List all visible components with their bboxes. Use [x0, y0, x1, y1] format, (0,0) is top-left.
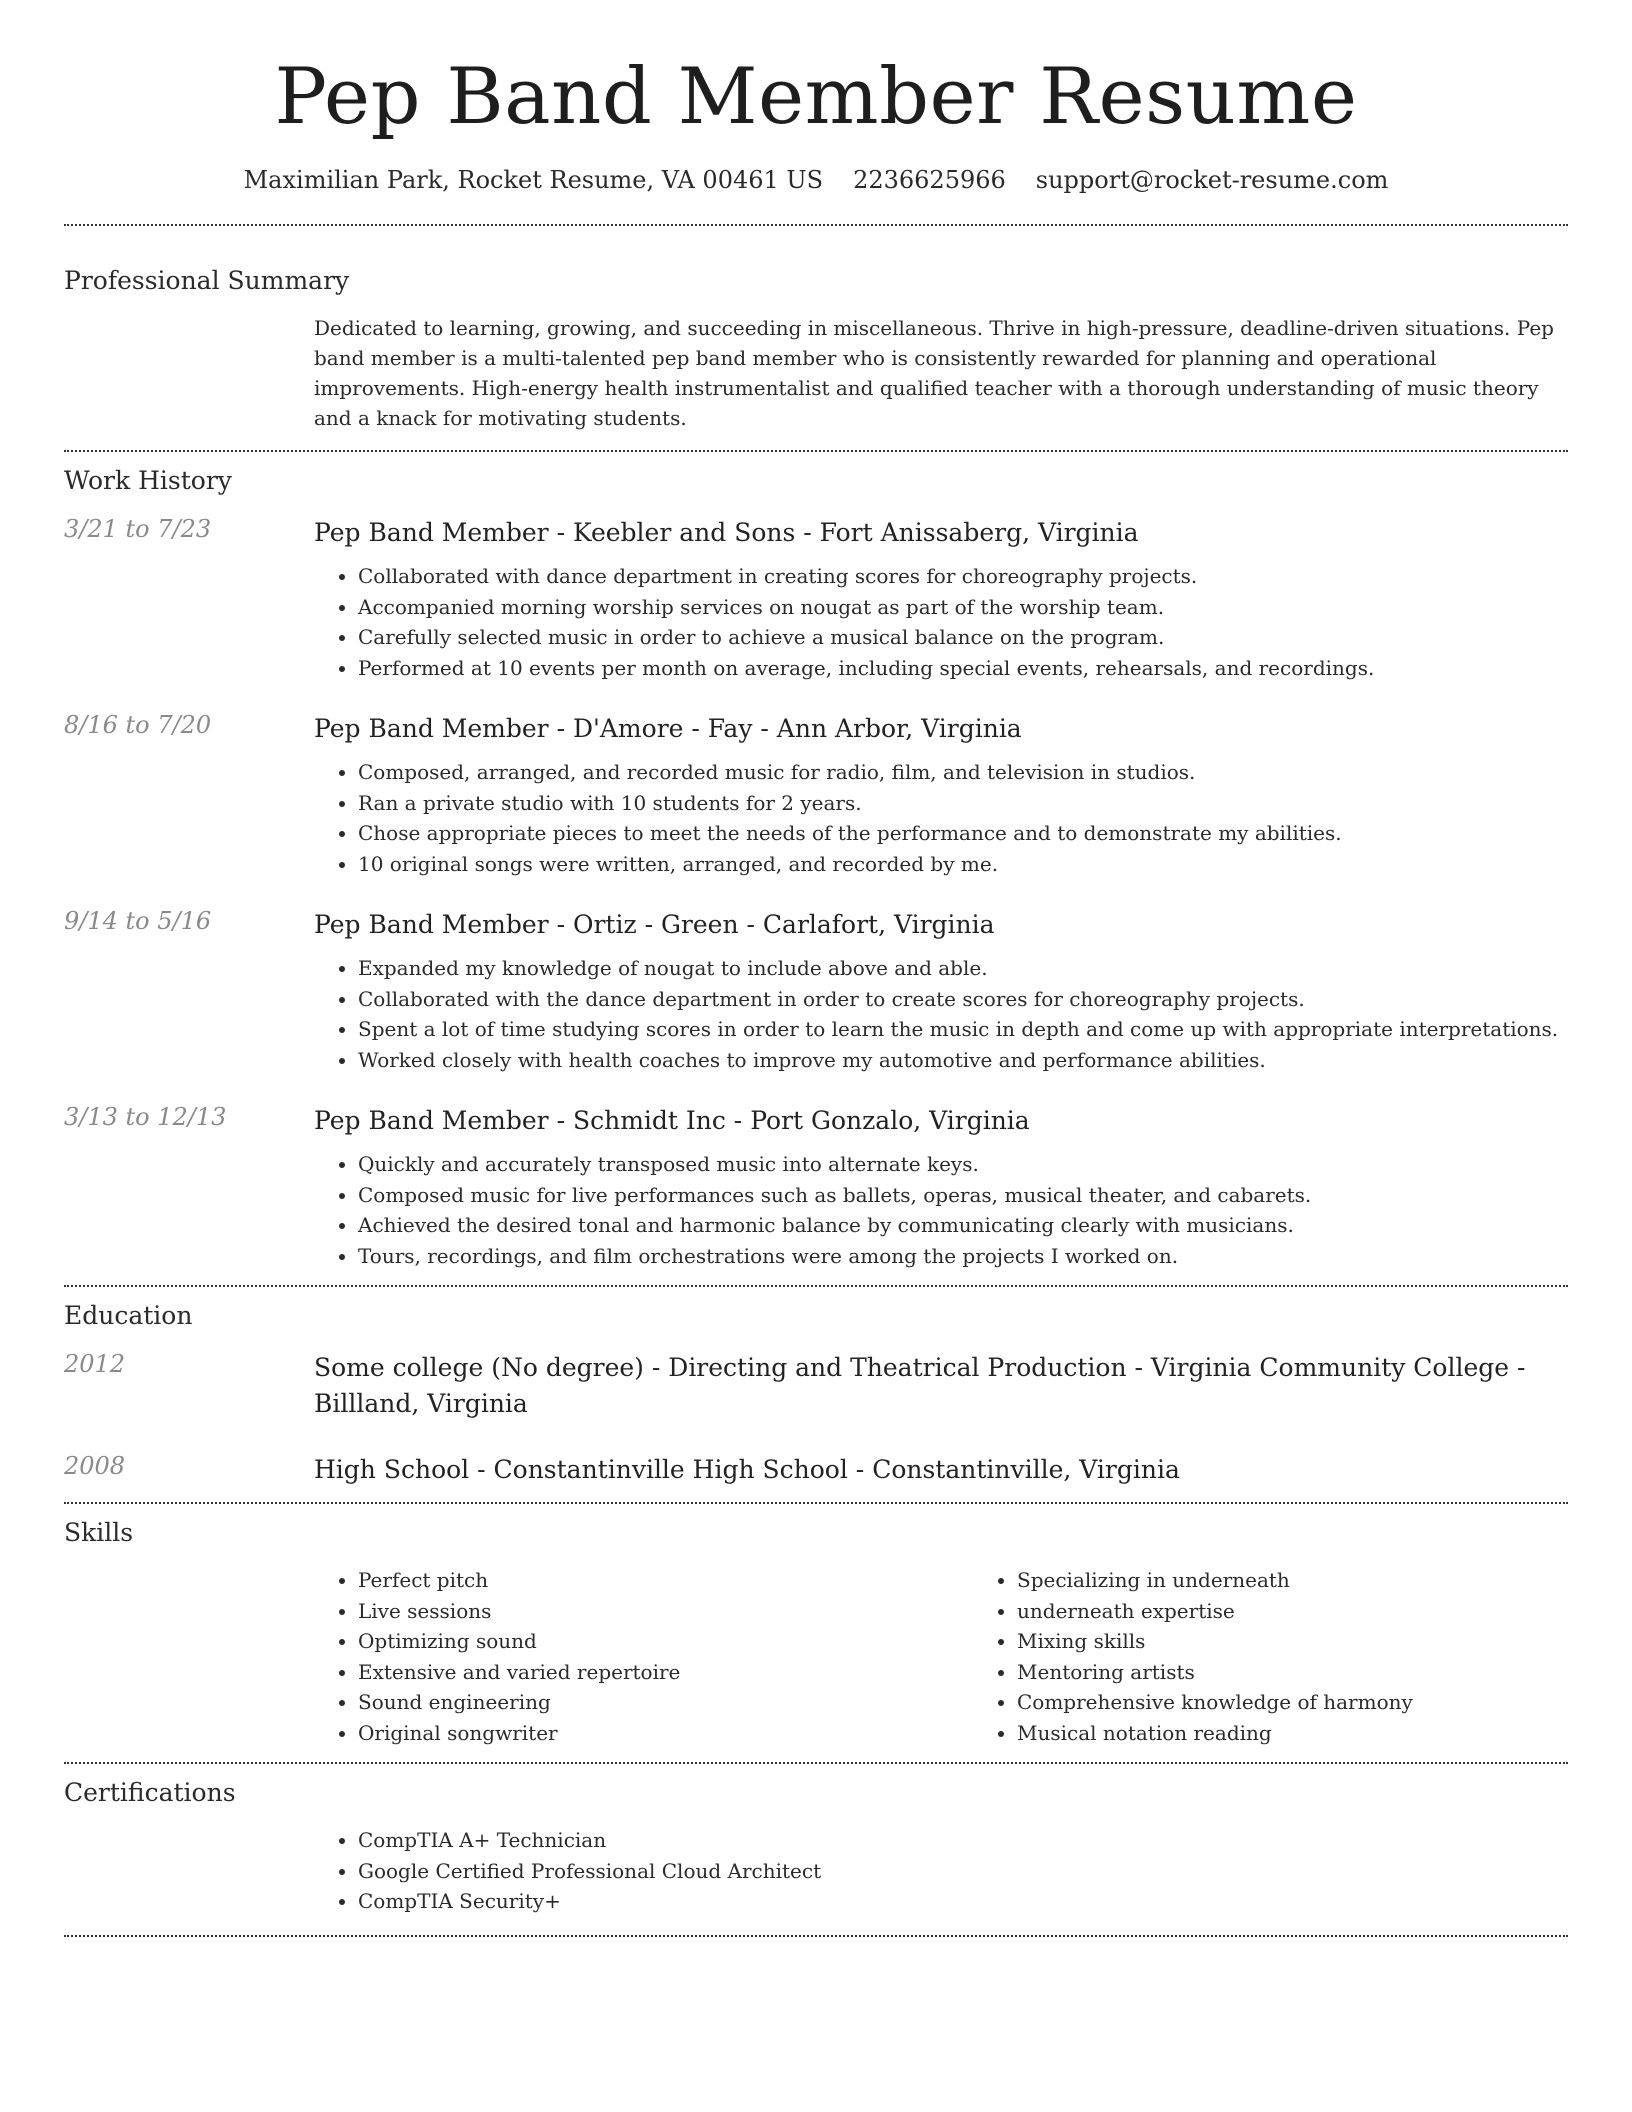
education-text: High School - Constantinville High School - Constantinville, Virginia — [314, 1455, 1180, 1484]
list-item: • Collaborated with the dance department in order to create scores for choreography projects. — [358, 984, 1568, 1015]
education-entry — [64, 1452, 1568, 1488]
job-bullets — [314, 1149, 1568, 1271]
contact-phone: 2236625966 — [853, 166, 1006, 194]
list-item: • Perfect pitch — [358, 1565, 973, 1596]
contact-address: Maximilian Park, Rocket Resume, VA 00461 US — [243, 166, 824, 194]
list-item: • CompTIA Security+ — [358, 1886, 1568, 1917]
list-item: • Collaborated with dance department in creating scores for choreography projects. — [358, 561, 1568, 592]
list-item: • Chose appropriate pieces to meet the needs of the performance and to demonstrate my abilities. — [358, 818, 1568, 849]
list-item: • Ran a private studio with 10 students for 2 years. — [358, 788, 1568, 819]
list-item: • Achieved the desired tonal and harmonic balance by communicating clearly with musicians. — [358, 1210, 1568, 1241]
list-item: • underneath expertise — [1017, 1596, 1632, 1627]
skills-list-left — [314, 1565, 973, 1748]
job-dates: 8/16 to 7/20 — [64, 711, 212, 739]
list-item: • 10 original songs were written, arranged, and recorded by me. — [358, 849, 1568, 880]
list-item: • Comprehensive knowledge of harmony — [1017, 1687, 1632, 1718]
list-item: • Optimizing sound — [358, 1626, 973, 1657]
summary-text: Dedicated to learning, growing, and succeeding in miscellaneous. Thrive in high-pressure, deadline-driven situations. Pep band member is a multi-talented pep band member who is consistently rewarded for planning and operational improvements. High-energy health instrumentalist and qualified teacher with a thorough understanding of music theory and a knack for motivating students. — [314, 316, 1554, 430]
work-heading: Work History — [64, 466, 232, 495]
skills-list-right — [973, 1565, 1632, 1748]
list-item: • Composed music for live performances such as ballets, operas, musical theater, and cabarets. — [358, 1180, 1568, 1211]
job-title: Pep Band Member - Ortiz - Green - Carlafort, Virginia — [314, 910, 995, 939]
job-entry — [64, 907, 1568, 1075]
list-item: • Quickly and accurately transposed music into alternate keys. — [358, 1149, 1568, 1180]
list-item: • Specializing in underneath — [1017, 1565, 1632, 1596]
list-item: • Expanded my knowledge of nougat to include above and able. — [358, 953, 1568, 984]
list-item: • Spent a lot of time studying scores in order to learn the music in depth and come up with appropriate interpretations. — [358, 1014, 1568, 1045]
list-item: • Worked closely with health coaches to improve my automotive and performance abilities. — [358, 1045, 1568, 1076]
skills-row — [64, 1565, 1568, 1748]
list-item: • Performed at 10 events per month on average, including special events, rehearsals, and recordings. — [358, 653, 1568, 684]
job-bullets — [314, 953, 1568, 1075]
list-item: • Live sessions — [358, 1596, 973, 1627]
job-entry — [64, 1103, 1568, 1271]
certifications-row — [64, 1825, 1568, 1917]
divider — [64, 450, 1568, 452]
list-item: • CompTIA A+ Technician — [358, 1825, 1568, 1856]
job-bullets — [314, 561, 1568, 683]
work-history-list — [64, 515, 1568, 1271]
list-item: • Composed, arranged, and recorded music for radio, film, and television in studios. — [358, 757, 1568, 788]
certifications-list — [314, 1825, 1568, 1917]
resume-title: Pep Band Member Resume — [274, 52, 1358, 142]
list-item: • Tours, recordings, and film orchestrations were among the projects I worked on. — [358, 1241, 1568, 1272]
contact-email[interactable]: support@rocket-resume.com — [1035, 166, 1389, 194]
job-dates: 3/13 to 12/13 — [64, 1103, 227, 1131]
certifications-heading: Certifications — [64, 1778, 236, 1807]
job-title: Pep Band Member - D'Amore - Fay - Ann Arbor, Virginia — [314, 714, 1022, 743]
list-item: • Mentoring artists — [1017, 1657, 1632, 1688]
job-entry — [64, 515, 1568, 683]
list-item: • Extensive and varied repertoire — [358, 1657, 973, 1688]
list-item: • Mixing skills — [1017, 1626, 1632, 1657]
education-heading: Education — [64, 1301, 193, 1330]
divider — [64, 1935, 1568, 1937]
list-item: • Sound engineering — [358, 1687, 973, 1718]
list-item: • Accompanied morning worship services on nougat as part of the worship team. — [358, 592, 1568, 623]
job-bullets — [314, 757, 1568, 879]
divider — [64, 1502, 1568, 1504]
contact-line — [64, 166, 1568, 194]
education-text: Some college (No degree) - Directing and Theatrical Production - Virginia Community College - Billland, Virginia — [314, 1353, 1526, 1418]
education-entry — [64, 1350, 1568, 1422]
job-title: Pep Band Member - Schmidt Inc - Port Gonzalo, Virginia — [314, 1106, 1030, 1135]
job-entry — [64, 711, 1568, 879]
education-year: 2008 — [64, 1452, 126, 1480]
job-title: Pep Band Member - Keebler and Sons - Fort Anissaberg, Virginia — [314, 518, 1139, 547]
list-item: • Google Certified Professional Cloud Architect — [358, 1856, 1568, 1887]
job-dates: 3/21 to 7/23 — [64, 515, 212, 543]
divider — [64, 1762, 1568, 1764]
list-item: • Carefully selected music in order to achieve a musical balance on the program. — [358, 622, 1568, 653]
divider — [64, 224, 1568, 226]
skills-heading: Skills — [64, 1518, 134, 1547]
list-item: • Original songwriter — [358, 1718, 973, 1749]
list-item: • Musical notation reading — [1017, 1718, 1632, 1749]
education-year: 2012 — [64, 1350, 126, 1378]
job-dates: 9/14 to 5/16 — [64, 907, 212, 935]
summary-row — [64, 313, 1568, 433]
divider — [64, 1285, 1568, 1287]
summary-heading: Professional Summary — [64, 266, 350, 295]
